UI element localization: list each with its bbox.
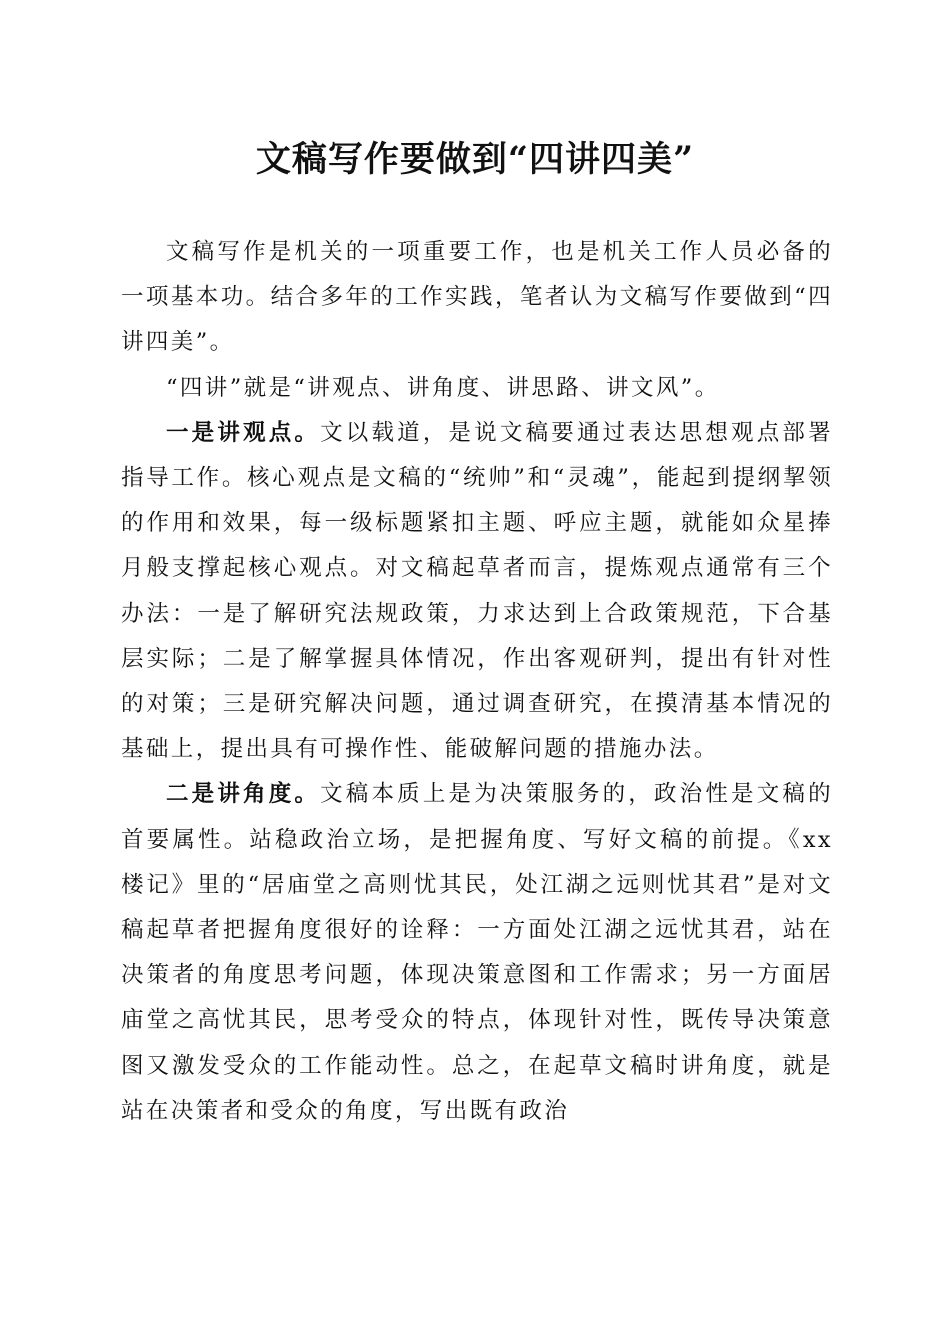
paragraph-text: 文稿写作是机关的一项重要工作，也是机关工作人员必备的一项基本功。结合多年的工作实践，笔者认为文稿写作要做到“四讲四美”。 <box>121 239 833 356</box>
paragraph-viewpoint <box>121 411 833 773</box>
document-title: 文稿写作要做到“四讲四美” <box>255 139 695 180</box>
paragraph-angle <box>121 772 833 1134</box>
paragraph-text: “四讲”就是“讲观点、讲角度、讲思路、讲文风”。 <box>166 374 720 401</box>
paragraph-text: 文以载道，是说文稿要通过表达思想观点部署指导工作。核心观点是文稿的“统帅”和“灵魂”，能起到提纲挈领的作用和效果，每一级标题紧扣主题、呼应主题，就能如众星捧月般支撑起核心观点。对文稿起草者而言，提炼观点通常有三个办法：一是了解研究法规政策，力求达到上合政策规范，下合基层实际；二是了解掌握具体情况，作出客观研判，提出有针对性的对策；三是研究解决问题，通过调查研究，在摸清基本情况的基础上，提出具有可操作性、能破解问题的措施办法。 <box>121 419 833 763</box>
paragraph-lead: 二是讲角度。 <box>166 781 321 808</box>
paragraph-lead: 一是讲观点。 <box>166 419 321 446</box>
paragraph-text: 文稿本质上是为决策服务的，政治性是文稿的首要属性。站稳政治立场，是把握角度、写好文稿的前提。《xx楼记》里的“居庙堂之高则忧其民，处江湖之远则忧其君”是对文稿起草者把握角度很好的诠释：一方面处江湖之远忧其君，站在决策者的角度思考问题，体现决策意图和工作需求；另一方面居庙堂之高忧其民，思考受众的特点，体现针对性，既传导决策意图又激发受众的工作能动性。总之，在起草文稿时讲角度，就是站在决策者和受众的角度，写出既有政治 <box>121 781 833 1124</box>
document-body <box>121 230 833 1134</box>
paragraph-four-points <box>121 366 833 411</box>
paragraph-intro <box>121 230 833 366</box>
